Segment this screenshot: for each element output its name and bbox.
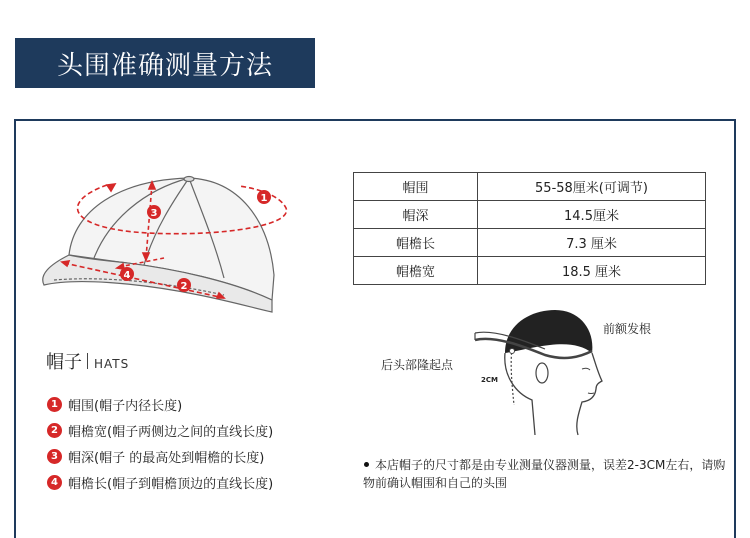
table-row bbox=[354, 173, 706, 201]
cap-marker-3 bbox=[147, 205, 161, 219]
cap-marker-4 bbox=[120, 267, 134, 281]
note-text: 本店帽子的尺寸都是由专业测量仪器测量，误差2-3CM左右，请购物前确认帽围和自己的头围 bbox=[363, 458, 726, 490]
table-row bbox=[354, 201, 706, 229]
legend-text: 帽檐宽(帽子两侧边之间的直线长度) bbox=[68, 424, 274, 440]
size-value-cell: 14.5厘米 bbox=[478, 201, 706, 229]
cap-illustration bbox=[24, 170, 314, 320]
cap-marker-2 bbox=[177, 278, 191, 292]
forehead-label: 前额发根 bbox=[603, 322, 652, 336]
hats-heading bbox=[46, 348, 129, 374]
size-value-cell: 7.3 厘米 bbox=[478, 229, 706, 257]
size-value-cell: 18.5 厘米 bbox=[478, 257, 706, 285]
number-badge: 4 bbox=[47, 475, 62, 490]
measurement-note bbox=[363, 456, 728, 492]
hats-title-cn: 帽子 bbox=[46, 352, 82, 373]
measurement-legend bbox=[47, 391, 273, 495]
size-name-cell: 帽檐宽 bbox=[354, 257, 478, 285]
size-table bbox=[353, 172, 706, 285]
size-name-cell: 帽围 bbox=[354, 173, 478, 201]
bullet-icon bbox=[364, 462, 369, 467]
svg-text:4: 4 bbox=[123, 270, 131, 281]
offset-label: 2CM bbox=[481, 376, 498, 384]
table-row bbox=[354, 257, 706, 285]
heading-divider bbox=[87, 353, 88, 369]
size-name-cell: 帽深 bbox=[354, 201, 478, 229]
svg-text:3: 3 bbox=[150, 208, 158, 219]
head-measurement-illustration bbox=[470, 305, 610, 440]
cap-marker-1 bbox=[257, 190, 271, 204]
number-badge: 3 bbox=[47, 449, 62, 464]
legend-text: 帽围(帽子内径长度) bbox=[68, 398, 183, 414]
legend-text: 帽檐长(帽子到帽檐顶边的直线长度) bbox=[68, 476, 274, 492]
number-badge: 2 bbox=[47, 423, 62, 438]
svg-text:1: 1 bbox=[260, 193, 268, 204]
legend-item bbox=[47, 469, 273, 495]
legend-text: 帽深(帽子 的最高处到帽檐的长度) bbox=[68, 450, 265, 466]
svg-text:2: 2 bbox=[180, 281, 188, 292]
size-value-cell: 55-58厘米(可调节) bbox=[478, 173, 706, 201]
number-badge: 1 bbox=[47, 397, 62, 412]
legend-item bbox=[47, 391, 273, 417]
hats-title-en: HATS bbox=[94, 357, 130, 371]
legend-item bbox=[47, 443, 273, 469]
size-name-cell: 帽檐长 bbox=[354, 229, 478, 257]
legend-item bbox=[47, 417, 273, 443]
page-title: 头围准确测量方法 bbox=[15, 38, 315, 88]
table-row bbox=[354, 229, 706, 257]
occipital-label: 后头部隆起点 bbox=[381, 358, 454, 372]
